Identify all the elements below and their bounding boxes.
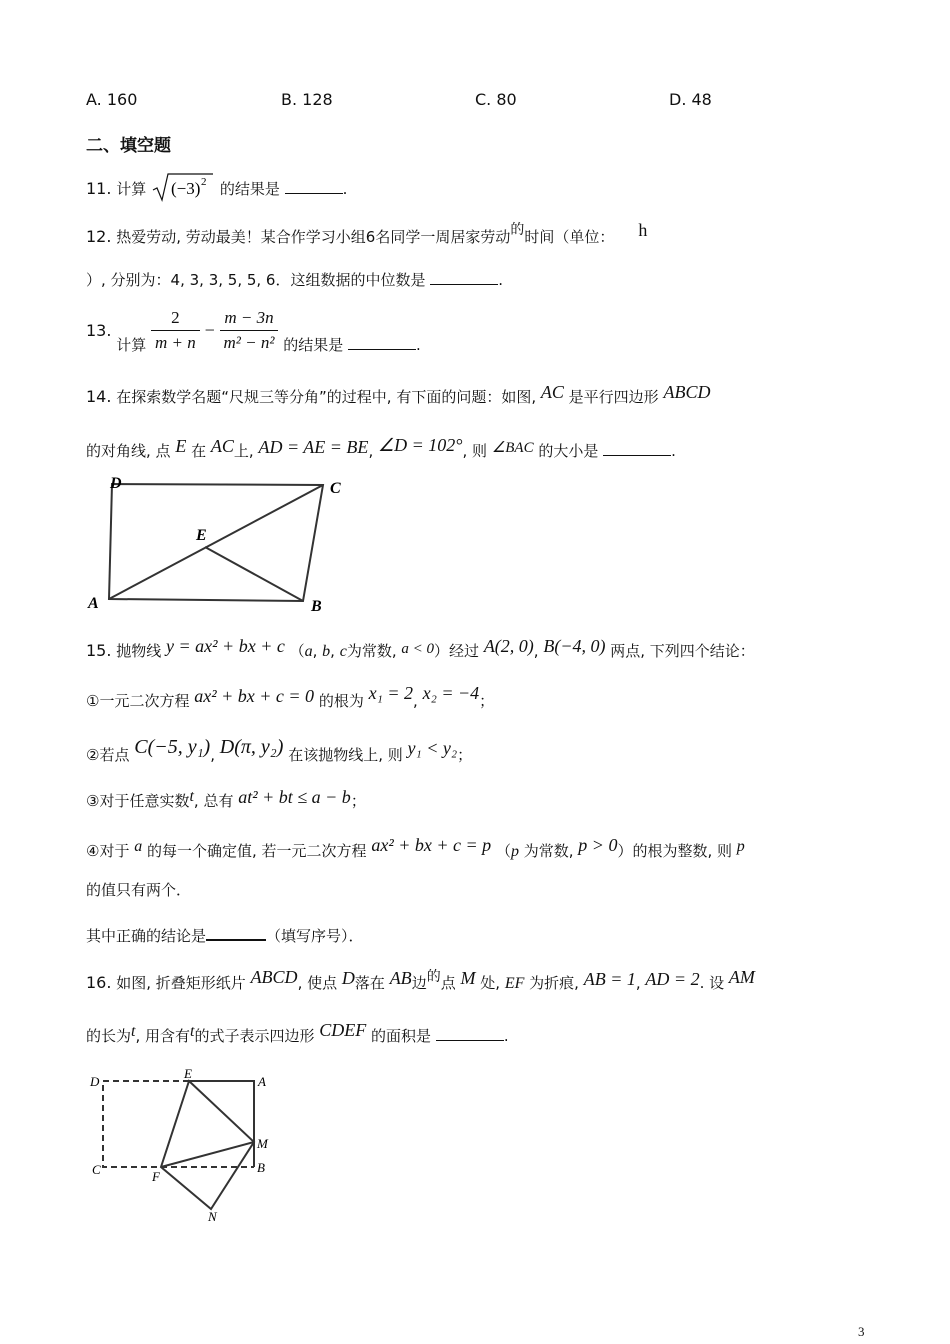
q14-angle-d: ∠D = 102° [378,435,463,455]
q14-ac: AC [540,382,564,402]
s2-mid: 在该抛物线上, 则 [288,746,403,764]
q14-end: . [671,442,676,460]
q15-c: c [339,643,347,660]
q16-mid1: , 使点 [297,974,338,992]
question-12-line-1 [86,220,648,247]
question-16-line-2 [86,1020,509,1046]
q15-paren-close: ）经过 [434,642,480,660]
q11-post: 的结果是 [219,180,280,198]
q14-line2a: 的对角线, 点 [86,442,171,460]
parallelogram-figure [82,470,352,620]
q14-then: , 则 [462,442,488,460]
q15-point-a: A(2, 0) [483,636,534,656]
q14-ac2: AC [210,436,234,456]
label-b: B [311,598,322,615]
q16-d: D [341,968,355,988]
q16-line2d: 的面积是 [371,1027,432,1045]
q12-unit: h [638,220,648,240]
q16-line2c: 的式子表示四边形 [194,1027,315,1045]
label-d: D [90,1074,100,1089]
q13-minus: − [204,320,215,340]
q13-pre: 计算 [116,336,147,354]
q16-ab-equals-1: AB = 1 [583,969,636,989]
fraction-1 [151,308,200,353]
question-13 [86,308,421,353]
q13-end: . [416,336,421,354]
answer-blank [206,925,266,941]
question-number: 16. [86,973,112,992]
q15-post: 两点, 下列四个结论： [610,642,755,660]
q16-ab: AB [389,968,412,988]
label-m: M [257,1136,268,1151]
s1-equation: ax² + bx + c = 0 [194,686,315,706]
s2-inequality: y₁ < y₂ [407,738,458,758]
s1-end: ； [479,692,495,710]
q16-m: M [460,968,476,988]
s4-equation: ax² + bx + c = p [371,835,492,855]
q16-mid3: 边 [411,974,427,992]
answer-blank [348,335,416,350]
question-number: 12. [86,227,112,246]
q16-t: t [131,1023,136,1040]
label-b: B [257,1160,265,1175]
question-12-line-2 [86,269,503,290]
q14-angle-bac: ∠BAC [491,440,534,456]
statement-3 [86,787,366,811]
sqrt-symbol [151,172,215,202]
q11-pre: 计算 [116,180,147,198]
q16-mid2: 落在 [354,974,385,992]
q14-abcd: ABCD [663,382,711,402]
s3-inequality: at² + bt ≤ a − b [238,787,351,807]
q16-mid7: . 设 [699,974,725,992]
s4-p1: p [510,843,519,860]
q16-pre: 如图, 折叠矩形纸片 [116,974,246,992]
q15-equation: y = ax² + bx + c [166,636,285,656]
frac1-numerator: 2 [151,308,200,331]
q16-am: AM [728,967,755,987]
statement-2: ②若点 C(−5, y₁), D(π, y₂) 在该抛物线上, 则 y₁ < y₂； [86,736,473,764]
page-number: 3 [858,1324,865,1339]
s4-condition: p > 0 [578,835,618,855]
s4-paren-open: （ [495,842,511,860]
q15-point-b: B(−4, 0) [543,636,606,656]
q14-line1: 在探索数学名题“尺规三等分角”的过程中, 有下面的问题：如图, [116,388,537,406]
segment-eb [205,547,303,601]
s4-mid: 的每一个确定值, 若一元二次方程 [147,842,367,860]
q15-b: b [322,643,331,660]
s2-end: ； [457,746,473,764]
s4-pre: ④对于 [86,842,130,860]
q12-line1b: 时间（单位： [524,228,615,246]
s2-point-d: D(π, y₂) [219,736,284,758]
q14-on: 在 [191,442,207,460]
s4-a: a [134,838,143,855]
option-d: D. 48 [669,90,712,109]
s3-mid: , 总有 [193,792,234,810]
option-b: B. 128 [281,90,333,109]
q14-comma: , [368,442,374,460]
statement-1: ①一元二次方程 ax² + bx + c = 0 的根为 x₁ = 2, x₂ = −4； [86,683,495,710]
q16-line2b: , 用含有 [135,1027,191,1045]
q16-mid6: 为折痕, [529,974,579,992]
q16-t2: t [190,1023,195,1040]
label-n: N [208,1209,217,1224]
answer-blank [603,441,671,456]
answer-blank [436,1026,504,1041]
q12-de: 的 [510,222,525,238]
answer-post: （填写序号）． [266,927,364,945]
s4-p2: p [736,838,745,855]
s2-point-c: C(−5, y₁) [134,736,211,758]
s1-x1: x₁ = 2 [368,683,414,703]
q15-pre: 抛物线 [116,642,162,660]
statement-4-line-2: 的值只有两个． [86,881,192,899]
label-f: F [152,1169,160,1184]
q16-ad-equals-2: AD = 2 [645,969,700,989]
s1-pre: ①一元二次方程 [86,692,190,710]
s3-t: t [189,788,194,805]
q16-abcd: ABCD [250,967,298,987]
q11-exponent: 2 [201,176,207,188]
fraction-2 [220,308,279,353]
q15-answer-line [86,925,364,946]
label-a: A [88,595,99,612]
option-c: C. 80 [475,90,517,109]
q12-line1: 热爱劳动, 劳动最美！某合作学习小组6名同学一周居家劳动 [116,228,511,246]
edge-ea-ab [189,1081,254,1167]
q14-on2: 上, [233,442,254,460]
question-11 [86,172,347,202]
question-number: 13. [86,321,112,340]
q15-condition: a < 0 [401,641,435,657]
label-c: C [92,1162,101,1177]
q14-e: E [175,436,187,456]
q11-end: . [342,180,348,198]
q12-line2: ）, 分别为：4, 3, 3, 5, 5, 6．这组数据的中位数是 [86,271,426,289]
q13-post: 的结果是 [283,336,344,354]
folded-rectangle-figure [86,1066,286,1226]
q16-mid5: 处, [480,974,501,992]
s2-pre: ②若点 [86,746,130,764]
question-number: 11. [86,179,112,198]
diagonal-ac [109,485,323,599]
question-15-line-1: 15. 抛物线 y = ax² + bx + c （a, b, c为常数, a < 0）经过 A(2, 0), B(−4, 0) 两点, 下列四个结论： [86,636,755,660]
q16-cdef: CDEF [319,1020,367,1040]
s4-const: 为常数, [523,842,574,860]
answer-blank [430,270,498,285]
q14-mid: 是平行四边形 [568,388,659,406]
label-a: A [258,1074,266,1089]
frac2-denominator: m² − n² [223,333,275,352]
answer-blank [285,179,343,194]
s1-mid: 的根为 [318,692,364,710]
s4-post: ）的根为整数, 则 [617,842,732,860]
q11-radicand: (−3) [171,179,201,198]
label-e: E [196,527,207,544]
label-c: C [330,480,341,497]
q16-mid4: 点 [440,974,456,992]
label-e: E [184,1066,192,1081]
q14-size: 的大小是 [538,442,599,460]
frac2-numerator: m − 3n [220,308,279,331]
q15-const: 为常数, [346,642,397,660]
section-heading: 二、填空题 [86,136,171,156]
label-d: D [110,475,122,492]
s1-x2: x₂ = −4 [422,683,480,703]
frac1-denominator: m + n [155,333,196,352]
question-number: 15. [86,641,112,660]
s3-pre: ③对于任意实数 [86,792,190,810]
option-a: A. 160 [86,90,138,109]
q12-end: . [498,271,504,289]
q15-a: a [304,643,313,660]
q16-de: 的 [426,969,441,985]
q16-ef: EF [504,975,525,992]
question-16-line-1: 16. 如图, 折叠矩形纸片 ABCD, 使点 D落在 AB边的点 M 处, EF 为折痕, AB = 1, AD = 2. 设 AM [86,967,755,992]
q14-equality: AD = AE = BE [258,437,369,457]
q16-line2a: 的长为 [86,1027,132,1045]
question-number: 14. [86,387,112,406]
question-14-line-1 [86,382,711,407]
s3-end: ； [350,792,366,810]
question-14-line-2 [86,435,676,461]
original-rectangle-dashed [103,1081,189,1167]
q16-end: . [503,1027,509,1045]
statement-4 [86,835,745,861]
answer-pre: 其中正确的结论是 [86,927,207,945]
q15-paren-open: （ [289,642,305,660]
